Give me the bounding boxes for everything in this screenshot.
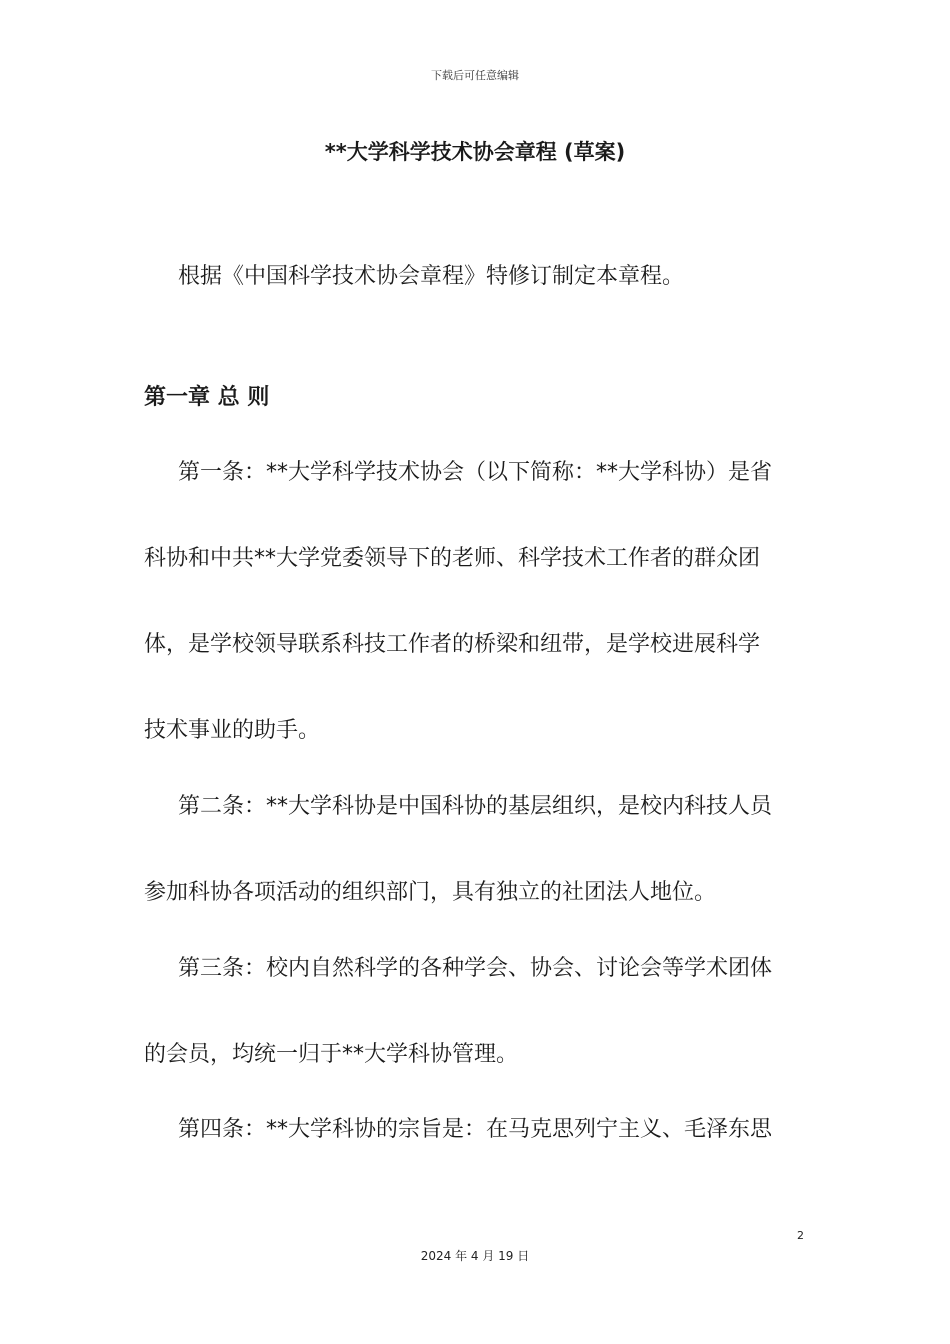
article-1-line-4: 技术事业的助手。: [144, 718, 321, 743]
page-number: 2: [797, 1229, 804, 1242]
article-1-line-3: 体，是学校领导联系科技工作者的桥梁和纽带，是学校进展科学: [144, 632, 761, 657]
article-2-line-1: 第二条：**大学科协是中国科协的基层组织，是校内科技人员: [178, 794, 773, 819]
chapter-heading: 第一章 总 则: [144, 385, 270, 410]
article-1-line-1: 第一条：**大学科学技术协会（以下简称：**大学科协）是省: [178, 460, 773, 485]
article-3-line-2: 的会员，均统一归于**大学科协管理。: [144, 1042, 519, 1067]
article-1-line-2: 科协和中共**大学党委领导下的老师、科学技术工作者的群众团: [144, 546, 761, 571]
intro-paragraph: 根据《中国科学技术协会章程》特修订制定本章程。: [178, 264, 685, 289]
article-2-line-2: 参加科协各项活动的组织部门，具有独立的社团法人地位。: [144, 880, 717, 905]
article-3-line-1: 第三条：校内自然科学的各种学会、协会、讨论会等学术团体: [178, 956, 773, 981]
document-title: **大学科学技术协会章程 (草案): [324, 140, 626, 164]
article-4-line-1: 第四条：**大学科协的宗旨是：在马克思列宁主义、毛泽东思: [178, 1117, 773, 1142]
footer-date: 2024 年 4 月 19 日: [420, 1249, 530, 1263]
header-note: 下载后可任意编辑: [431, 69, 519, 82]
